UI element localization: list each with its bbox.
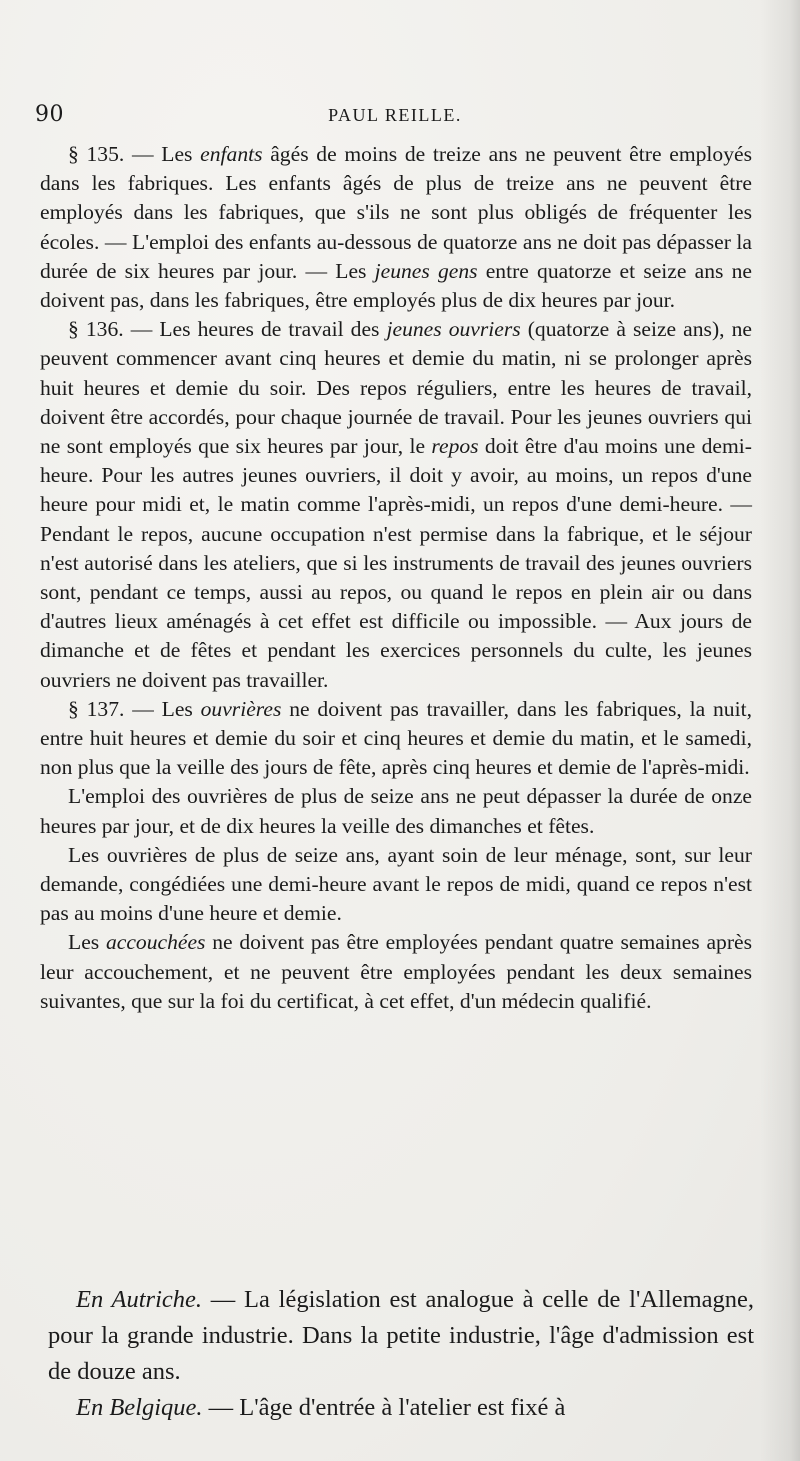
paragraph-autriche: En Autriche. — La législation est analogue à celle de l'Allemagne, pour la grande industrie. Dans la petite industrie, l'âge d'admission est de douze ans. — [48, 1286, 755, 1385]
paragraph-belgique: En Belgique. — L'âge d'entrée à l'atelier est fixé à — [76, 1394, 566, 1421]
paragraph-duree-travail: L'emploi des ouvrières de plus de seize ans ne peut dépasser la durée de onze heures par jour, et de dix heures la veille des dimanches et fêtes. — [40, 784, 752, 838]
paragraph-135: § 135. — Les enfants âgés de moins de treize ans ne peuvent être employés dans les fabriques. Les enfants âgés de plus de treize ans ne peuvent être employés dans les fabriques, que s'ils ne sont plus obligés de fréquenter les écoles. — L'emploi des enfants au-dessous de quatorze ans ne doit pas dépasser la durée de six heures par jour. — Les jeunes gens entre quatorze et seize ans ne doivent pas, dans les fabriques, être employés plus de dix heures par jour. — [40, 142, 752, 313]
running-title: PAUL REILLE. — [328, 105, 462, 125]
page-number: 90 — [35, 102, 64, 127]
body-text — [40, 140, 752, 1016]
paragraph-accouchees: Les accouchées ne doivent pas être employées pendant quatre semaines après leur accouchement, et ne peuvent être employées pendant les deux semaines suivantes, que sur la foi du certificat, à cet effet, d'un médecin qualifié. — [40, 930, 753, 1013]
paragraph-menage: Les ouvrières de plus de seize ans, ayant soin de leur ménage, sont, sur leur demande, congédiées une demi-heure avant le repos de midi, quand ce repos n'est pas au moins d'une heure et demie. — [40, 842, 752, 926]
paragraph-136: § 136. — Les heures de travail des jeunes ouvriers (quatorze à seize ans), ne peuvent commencer avant cinq heures et demie du matin, ni se prolonger après huit heures et demie du soir. Des repos réguliers, entre les heures de travail, doivent être accordés, pour chaque journée de travail. Pour les jeunes ouvriers qui ne sont employés que six heures par jour, le repos doit être d'au moins une demi-heure. Pour les autres jeunes ouvriers, il doit y avoir, au moins, un repos d'une heure pour midi et, le matin comme l'après-midi, un repos d'une demi-heure. — Pendant le repos, aucune occupation n'est permise dans la fabrique, et le séjour n'est autorisé dans les ateliers, que si les instruments de travail des jeunes ouvriers sont, pendant ce temps, aussi au repos, ou quand le repos en plein air ou dans d'autres lieux aménagés à cet effet est difficile ou impossible. — Aux jours de dimanche et de fêtes et pendant les exercices personnels du culte, les jeunes ouvriers ne doivent pas travailler. — [40, 317, 752, 692]
body-text-large — [48, 1282, 754, 1426]
page-header — [35, 102, 755, 132]
paragraph-137: § 137. — Les ouvrières ne doivent pas travailler, dans les fabriques, la nuit, entre huit heures et demie du soir et cinq heures et demie du matin, et le samedi, non plus que la veille des jours de fête, après cinq heures et demie de l'après-midi. — [40, 696, 753, 780]
